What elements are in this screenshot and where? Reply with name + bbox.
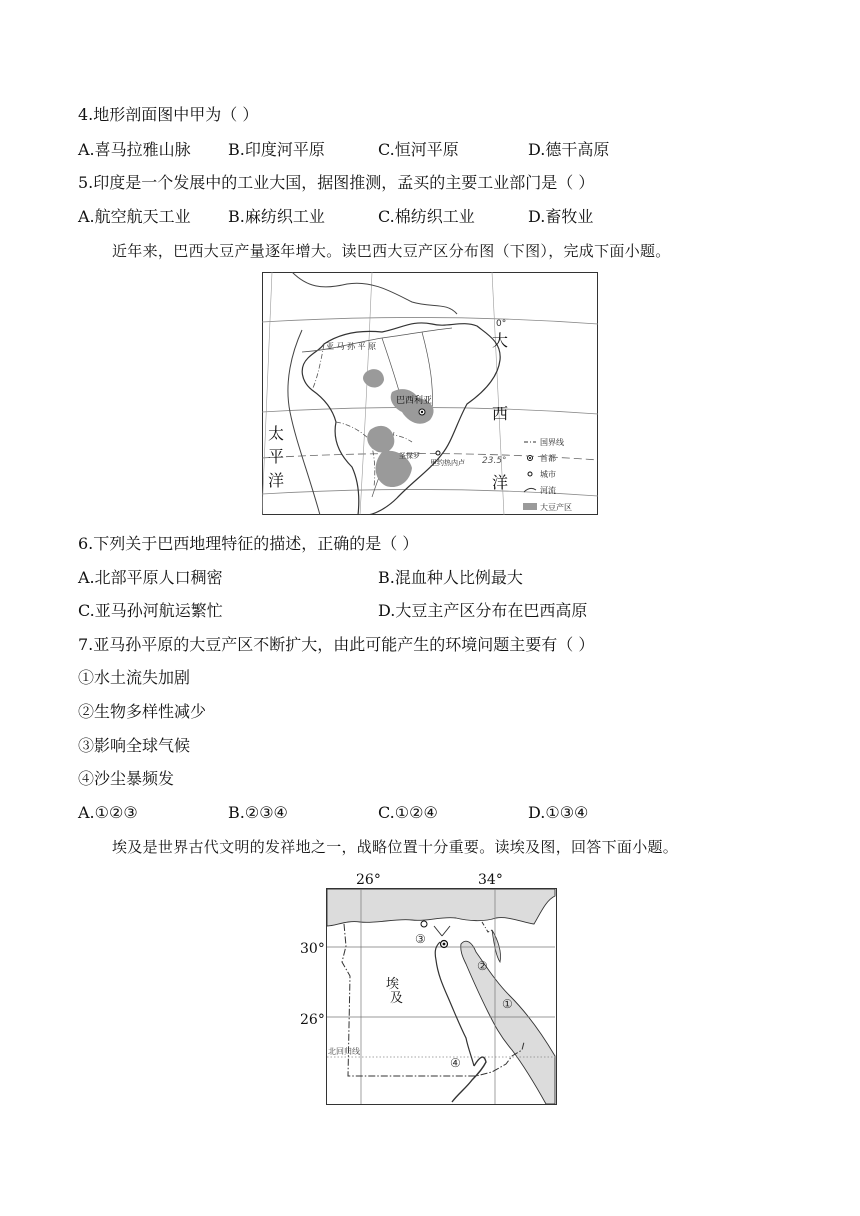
question-6-stem: 6.下列关于巴西地理特征的描述，正确的是（ ） [78, 534, 419, 553]
q6-option-c[interactable]: C.亚马孙河航运繁忙 [78, 601, 223, 620]
q4-option-b[interactable]: B.印度河平原 [228, 140, 325, 159]
brazil-soybean-map [262, 272, 598, 515]
equator-label: 0° [496, 319, 507, 329]
egypt-char-1: 埃 [386, 977, 400, 992]
lat-30-label: 30° [300, 941, 325, 957]
sao-paulo-label: 圣保罗 [399, 452, 420, 460]
legend-capital: 首都 [540, 454, 556, 463]
q6-option-a[interactable]: A.北部平原人口稠密 [78, 568, 223, 587]
brasilia-label: 巴西利亚 [396, 396, 433, 406]
pacific-char-2: 平 [268, 447, 285, 466]
q7-option-a[interactable]: A.①②③ [78, 803, 138, 822]
q5-option-c[interactable]: C.棉纺织工业 [378, 207, 475, 226]
question-5-stem: 5.印度是一个发展中的工业大国，据图推测，孟买的主要工业部门是（ ） [78, 173, 595, 192]
brazil-intro-text: 近年来，巴西大豆产量逐年增大。读巴西大豆产区分布图（下图），完成下面小题。 [112, 242, 671, 260]
q7-item-3: ③影响全球气候 [78, 736, 191, 755]
pacific-char-3: 洋 [268, 471, 285, 490]
marker-1: ① [502, 997, 513, 1011]
marker-3: ③ [415, 932, 426, 946]
q5-option-d[interactable]: D.畜牧业 [528, 207, 594, 226]
rio-label: 里约热内卢 [430, 459, 465, 467]
q5-option-b[interactable]: B.麻纺织工业 [228, 207, 325, 226]
legend-soybean: 大豆产区 [540, 503, 572, 512]
atlantic-char-3: 洋 [492, 473, 509, 492]
q7-option-b[interactable]: B.②③④ [228, 803, 288, 822]
lon-26-label: 26° [356, 872, 381, 888]
q7-item-4: ④沙尘暴频发 [78, 769, 175, 788]
q4-option-d[interactable]: D.德干高原 [528, 140, 610, 159]
atlantic-char-1: 大 [492, 331, 509, 350]
tropic-label: 23.5° [482, 456, 507, 466]
lon-34-label: 34° [478, 872, 503, 888]
q4-option-c[interactable]: C.恒河平原 [378, 140, 459, 159]
legend-river: 河流 [540, 486, 556, 495]
amazon-plain-label: 亚 马 孙 平 原 [326, 342, 377, 351]
egypt-map [296, 866, 560, 1106]
q7-option-c[interactable]: C.①②④ [378, 803, 438, 822]
q6-option-b[interactable]: B.混血种人比例最大 [378, 568, 523, 587]
q6-option-d[interactable]: D.大豆主产区分布在巴西高原 [378, 601, 588, 620]
question-4-stem: 4.地形剖面图中甲为（ ） [78, 105, 259, 124]
marker-4: ④ [450, 1056, 461, 1070]
egypt-char-2: 及 [390, 991, 404, 1006]
q4-option-a[interactable]: A.喜马拉雅山脉 [78, 140, 191, 159]
lat-26-label: 26° [300, 1012, 325, 1028]
legend-city: 城市 [540, 470, 556, 479]
question-7-stem: 7.亚马孙平原的大豆产区不断扩大，由此可能产生的环境问题主要有（ ） [78, 635, 595, 654]
q7-item-2: ②生物多样性减少 [78, 702, 207, 721]
q7-item-1: ①水土流失加剧 [78, 668, 191, 687]
q7-option-d[interactable]: D.①③④ [528, 803, 589, 822]
tropic-of-cancer-label: 北回归线 [328, 1047, 360, 1056]
atlantic-char-2: 西 [492, 404, 509, 423]
pacific-char-1: 太 [268, 424, 285, 443]
q5-option-a[interactable]: A.航空航天工业 [78, 207, 191, 226]
marker-2: ② [477, 959, 488, 973]
egypt-intro-text: 埃及是世界古代文明的发祥地之一，战略位置十分重要。读埃及图，回答下面小题。 [112, 838, 679, 856]
legend-border: 国界线 [540, 438, 564, 447]
